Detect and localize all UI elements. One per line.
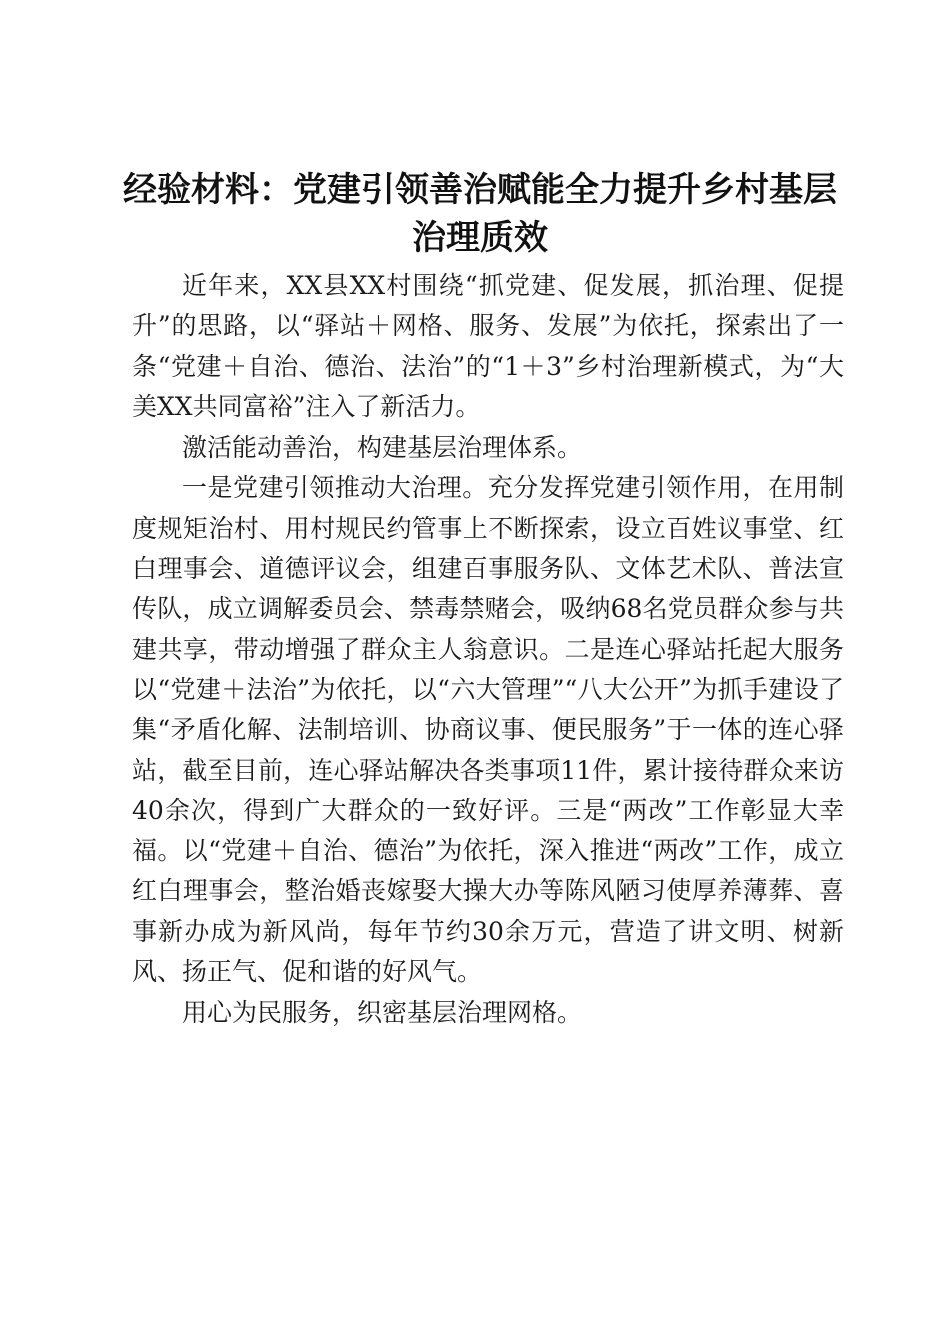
document-title: 经验材料：党建引领善治赋能全力提升乡村基层治理质效 <box>123 170 837 258</box>
section-heading-paragraph: 激活能动善治，构建基层治理体系。 <box>182 432 583 462</box>
details-paragraph: 一是党建引领推动大治理。充分发挥党建引领作用，在用制度规矩治村、用村规民约管事上不断探索，设立百姓议事堂、红白理事会、道德评议会，组建百事服务队、文体艺术队、普法宣传队，成立调解委员会、禁毒禁赌会，吸纳68名党员群众参与共建共享，带动增强了群众主人翁意识。二是连心驿站托起大服务以“党建＋法治”为依托，以“六大管理”“八大公开”为抓手建设了集“矛盾化解、法制培训、协商议事、便民服务”于一体的连心驿站，截至目前，连心驿站解决各类事项11件，累计接待群众来访40余次，得到广大群众的一致好评。三是“两改”工作彰显大幸福。以“党建＋自治、德治”为依托，深入推进“两改”工作，成立红白理事会，整治婚丧嫁娶大操大办等陈风陋习使厚养薄葬、喜事新办成为新风尚，每年节约30余万元，营造了讲文明、树新风、扬正气、促和谐的好风气。 <box>132 473 844 987</box>
section-heading-paragraph: 用心为民服务，织密基层治理网格。 <box>182 997 583 1027</box>
intro-paragraph: 近年来，XX县XX村围绕“抓党建、促发展，抓治理、促提升”的思路，以“驿站＋网格、服务、发展”为依托，探索出了一条“党建＋自治、德治、法治”的“1＋3”乡村治理新模式，为“大美XX共同富裕”注入了新活力。 <box>132 271 844 421</box>
document-body <box>132 266 844 1034</box>
